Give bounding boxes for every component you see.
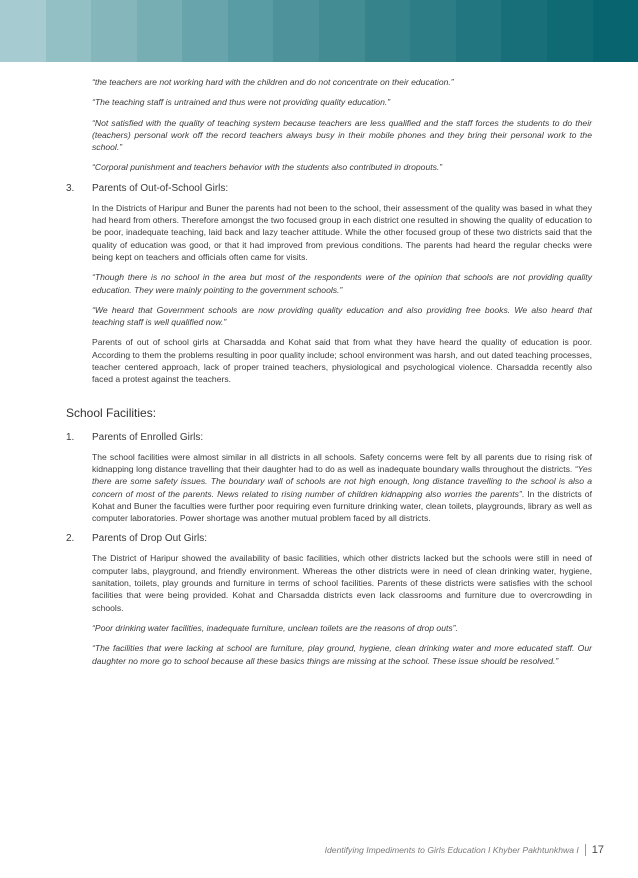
body-paragraph [92, 451, 592, 525]
header-band-segment [137, 0, 183, 62]
header-band-segment [593, 0, 638, 62]
header-band-segment [228, 0, 274, 62]
body-paragraph: Parents of out of school girls at Charsadda and Kohat said that from what they have heard the quality of education is poor. According to them the problems resulting in poor quality include; school environment was harsh, and out dated teaching processes, teacher centered approach, lack of proper trained teachers, physiological and psychological violence. Charsadda recently also faced a protest against the teachers. [92, 337, 592, 385]
list-heading-text: Parents of Out-of-School Girls: [92, 182, 229, 194]
header-band-segment [319, 0, 365, 62]
quote-paragraph: “the teachers are not working hard with the children and do not concentrate on their education.” [92, 77, 454, 87]
quote-paragraph: “The facilities that were lacking at school are furniture, play ground, hygiene, clean drinking water and more educated staff. Our daughter no more go to school because all these basics things are missing at the school. These issue should be resolved.” [92, 643, 592, 666]
body-paragraph: In the Districts of Haripur and Buner the parents had not been to the school, their assessment of the quality was based in what they had heard from others. Therefore amongst the two focused group in each district one resulted in showing the quality of education to be poor, inadequate teaching, laid back and lazy teacher attitude. While the other focused group of these two districts said that the quality of education was good, or that it had improved from previous conditions. The parents had heard the regular checks were being kept on teachers and officials often came for visits. [92, 202, 592, 262]
header-band-segment [273, 0, 319, 62]
section-title: School Facilities: [66, 405, 157, 420]
body-paragraph: The District of Haripur showed the availability of basic facilities, which other districts lacked but the schools were still in need of computer labs, playground, and friendly environment. Whereas the other districts were in need of clean drinking water, hygiene, sanitation, toilets, play grounds and furniture in terms of school facilities. Parents of these districts were satisfies with the school facilities that were being provided. Kohat and Charsadda districts even lack classrooms and furniture due to overcrowding in schools. [92, 553, 592, 613]
page-number: 17 [591, 844, 604, 856]
paragraph-text: . In the districts of Kohat and Buner the faculties were further poor requiring even furniture drinking water, clean toilets, playgrounds, library as well as computer laboratories. Power shortage was another mutual problem faced by all districts. [92, 488, 592, 524]
header-band-segment [410, 0, 456, 62]
header-band-segment [46, 0, 92, 62]
page-footer [325, 844, 604, 856]
quote-paragraph: “The teaching staff is untrained and thus were not providing quality education.” [92, 97, 391, 108]
quote-paragraph: “Corporal punishment and teachers behavior with the students also contributed in dropouts.” [92, 162, 443, 173]
list-heading [66, 182, 592, 195]
quote-paragraph: “We heard that Government schools are now providing quality education and also providing free books. We also heard that teaching staff is well qualified now.” [92, 304, 592, 328]
header-color-band [0, 0, 638, 62]
quote-paragraph: “Not satisfied with the quality of teaching system because teachers are less qualified and the staff forces the students to do their (teachers) personal work off the record teachers always busy in their mobile phones and they bring their personal work to the school.” [92, 117, 592, 153]
header-band-segment [91, 0, 137, 62]
quote-paragraph: “Poor drinking water facilities, inadequate furniture, unclean toilets are the reasons of drop outs”. [92, 622, 458, 633]
footer-title: Identifying Impediments to Girls Education I Khyber Pakhtunkhwa I [324, 845, 579, 855]
inline-quote: “Yes there are some safety issues. The boundary wall of schools are not high enough, long distance travelling to the school is also a concern of most of the parents. News related to rising number of children kidnapping also worries the parents” [92, 463, 592, 499]
quote-paragraph: “Though there is no school in the area but most of the respondents were of the opinion that schools are not providing quality education. They were mainly pointing to the government schools.” [92, 272, 592, 295]
list-number: 3. [66, 182, 75, 194]
list-number: 2. [66, 533, 75, 545]
list-heading [66, 532, 592, 545]
header-band-segment [456, 0, 502, 62]
header-band-segment [0, 0, 46, 62]
header-band-segment [182, 0, 228, 62]
list-number: 1. [66, 431, 75, 443]
footer-divider [585, 844, 586, 856]
header-band-segment [547, 0, 593, 62]
list-heading-text: Parents of Enrolled Girls: [92, 431, 204, 443]
paragraph-text: The school facilities were almost similar in all districts in all schools. Safety concerns were felt by all parents due to rising risk of kidnapping long distance travelling that their daughter had to do as well as inadequate boundary walls throughout the districts. [92, 451, 592, 474]
list-heading-text: Parents of Drop Out Girls: [92, 533, 208, 545]
header-band-segment [501, 0, 547, 62]
list-heading [66, 431, 592, 444]
header-band-segment [365, 0, 411, 62]
page-content [66, 76, 592, 675]
